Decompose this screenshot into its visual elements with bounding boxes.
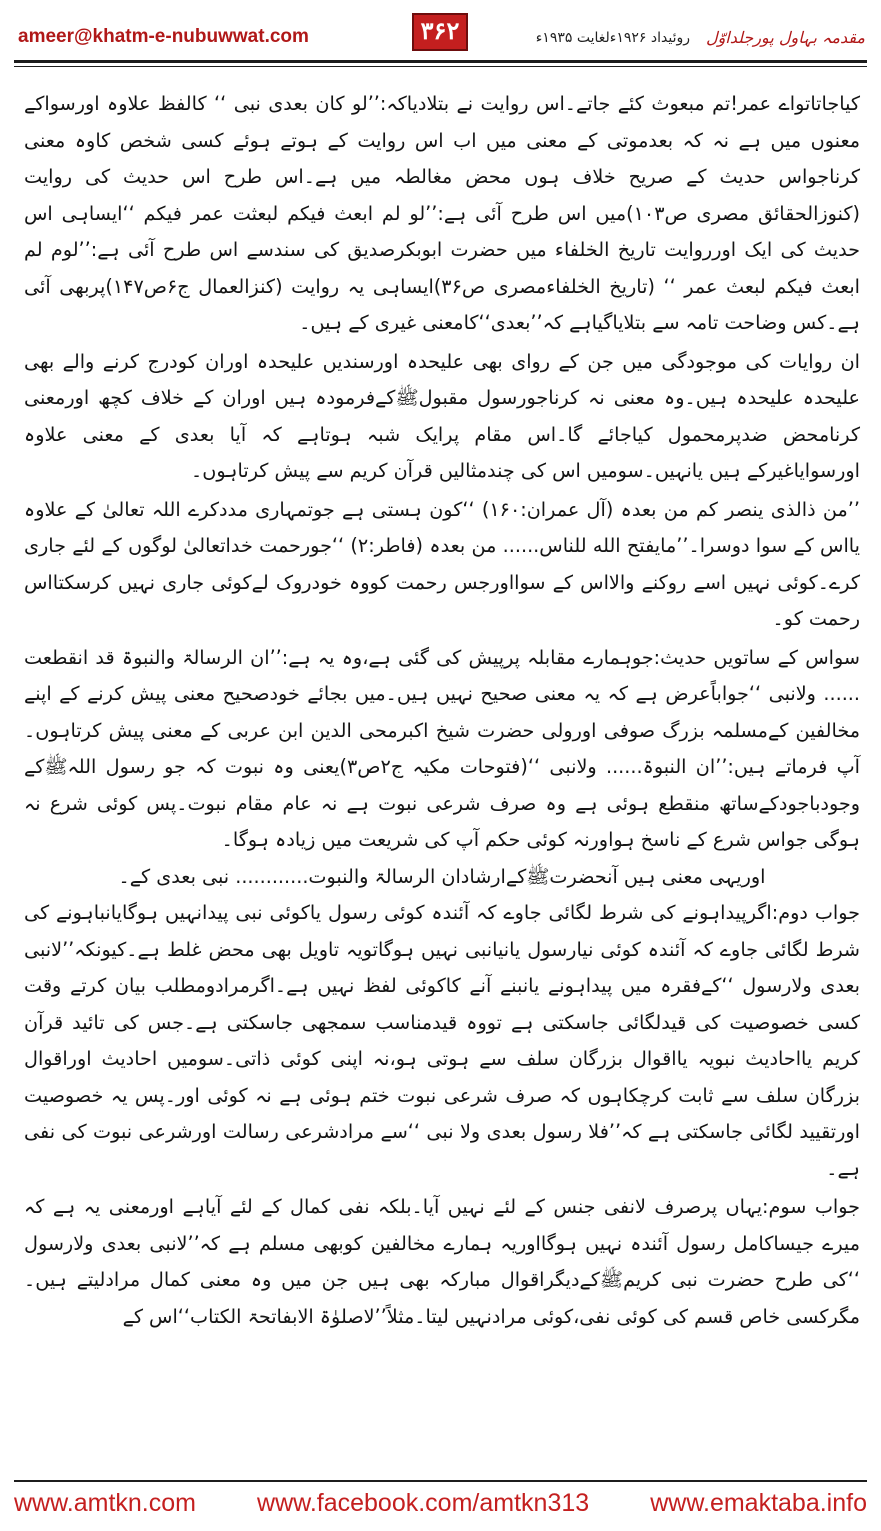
header-date-range: روئیداد ۱۹۲۶ءلغایت ۱۹۳۵ء	[535, 30, 690, 46]
header-email[interactable]: ameer@khatm-e-nubuwwat.com	[18, 26, 309, 47]
centered-line: اوریہی معنی ہیں آنحضرتﷺکےارشادان الرسالۃ والنبوت............ نبی بعدی کے۔	[118, 864, 766, 888]
footer-link-facebook[interactable]: www.facebook.com/amtkn313	[257, 1488, 590, 1517]
header-rule-thin	[14, 66, 867, 67]
page-body	[24, 86, 860, 1335]
footer-links	[14, 1484, 867, 1522]
answer-paragraph: جواب دوم:اگرپیداہونے کی شرط لگائی جاوے کہ آئندہ کوئی رسول یاکوئی نبی پیدانہیں ہوگایانباہونے کی شرط لگائی جاوے کہ آئندہ کوئی نیارسول یانیانبی نہیں ہوگاتویہ تاویل بھی محض غلط ہے۔کیونکہ’’لانبی بعدی ولارسول ‘‘کےفقرہ میں پیداہونے یانبنے آنے کاکوئی لفظ نہیں ہے۔اگرمرادومطلب بیان کرتے وقت کسی خصوصیت کی قیدلگائی جاسکتی ہے تووہ قیدمناسب سمجھی جاسکتی ہے۔جس کی تائید قرآن کریم یااحادیث نبویہ یااقوال بزرگان سلف سے ہوتی ہو،نہ اپنی کوئی ذاتی۔سومیں احادیث اوراقوال بزرگان سلف سے ثابت کرچکاہوں کہ صرف شرعی نبوت ختم ہوئی ہے نہ کوئی اور۔پس یہ خصوصیت اورتقیید لگائی جاسکتی ہے کہ’’فلا رسول بعدی ولا نبی ‘‘سے مرادشرعی رسالت اورشرعی نبوت کی نفی ہے۔	[24, 901, 860, 1180]
footer-link-amtkn[interactable]: www.amtkn.com	[14, 1488, 196, 1517]
footer-rule	[14, 1480, 867, 1482]
footer-link-emaktaba[interactable]: www.emaktaba.info	[650, 1488, 867, 1517]
header-rule-thick	[14, 60, 867, 63]
answer-paragraph: جواب سوم:یہاں پرصرف لانفی جنس کے لئے نہیں آیا۔بلکہ نفی کمال کے لئے آیاہے اورمعنی یہ ہے کہ میرے جیساکامل رسول آئندہ نہیں ہوگااوریہ ہمارے مخالفین کوبھی مسلم ہے کہ’’لانبی بعدی ولارسول ‘‘کی طرح حضرت نبی کریمﷺکےدیگراقوال مبارکہ بھی ہیں جن میں وہ معنی کمال مرادلیتے ہیں۔مگرکسی خاص قسم کی کوئی نفی،کوئی مرادنہیں لیتا۔مثلاً’’لاصلوٰۃ الابفاتحۃ الکتاب‘‘اس کے	[24, 1195, 860, 1328]
page-header	[0, 0, 881, 72]
paragraph: سواس کے ساتویں حدیث:جوہمارے مقابلہ پرپیش کی گئی ہے،وہ یہ ہے:’’ان الرسالۃ والنبوۃ قد انقطعت ...... ولانبی ‘‘جواباًعرض ہے کہ یہ معنی صحیح نہیں ہیں۔میں بجائے خودصحیح معنی پیش کرنے کے اپنے مخالفین کےمسلمہ بزرگ صوفی اورولی حضرت شیخ اکبرمحی الدین ابن عربی کے معنی پیش کرتاہوں۔آپ فرماتے ہیں:’’ان النبوۃ...... ولانبی ‘‘(فتوحات مکیہ ج۲ص۳)یعنی وہ نبوت کہ جو رسول اللہﷺکے وجودباجودکےساتھ منقطع ہوئی ہے وہ صرف شرعی نبوت ہے نہ عام مقام نبوت۔پس کوئی شرع نہ ہوگی جواس شرع کے ناسخ ہواورنہ کوئی حکم آپ کی شریعت میں زیادہ ہوگا۔	[24, 645, 860, 851]
paragraph: کیاجاتاتواے عمر!تم مبعوث کئے جاتے۔اس روایت نے بتلادیاکہ:’’لو کان بعدی نبی ‘‘ کالفظ علاوہ اورسواکے معنوں میں ہے نہ کہ بعدموتی کے معنی میں اب اس روایت کے ہوتے ہوئے کسی شخص کاوہ معنی کرناجواس حدیث کے صریح خلاف ہوں محض مغالطہ میں ہے۔اس طرح اس حدیث کی روایت (کنوزالحقائق مصری ص۱۰۳)میں اس طرح آئی ہے:’’لو لم ابعث فیکم لبعثت عمر فیکم ‘‘ایساہی اس حدیث کی ایک اورروایت تاریخ الخلفاء میں حضرت ابوبکرصدیق کی سندسے اس طرح آئی ہے:’’لوم لم ابعث فیکم لبعث عمر ‘‘ (تاریخ الخلفاءمصری ص۳۶)ایساہی یہ روایت (کنزالعمال ج۶ص۱۴۷)پربھی آئی ہے۔کس وضاحت تامہ سے بتلایاگیاہے کہ’’بعدی‘‘کامعنی غیری کے ہیں۔	[24, 92, 860, 334]
paragraph: ’’من ذالذی ینصر کم من بعدہ (آل عمران:۱۶۰) ‘‘کون ہستی ہے جوتمہاری مددکرے اللہ تعالیٰ کے علاوہ یااس کے سوا دوسرا۔’’مایفتح الله للناس...... من بعدہ (فاطر:۲) ‘‘جورحمت خداتعالیٰ لوگوں کے لئے جاری کرے۔کوئی نہیں اسے روکنے والااس کے سوااورجس رحمت کووہ خودروک لےکوئی جاری نہیں کرسکتااس رحمت کو۔	[24, 497, 860, 630]
page-number-badge: ۳۶۲	[412, 13, 468, 51]
paragraph: ان روایات کی موجودگی میں جن کے روای بھی علیحدہ اورسندیں علیحدہ اوران کودرج کرنے والے بھی علیحدہ علیحدہ ہیں۔وہ معنی نہ کرناجورسول مقبولﷺکےفرمودہ ہیں اوران کے خلاف کچھ اورمعنی کرنامحض ضدپرمحمول کیاجائے گا۔اس مقام پرایک شبہ ہوتاہے کہ آیا بعدی کے معنی علاوہ اورسوایاغیرکے ہیں یانہیں۔سومیں اس کی چندمثالیں قرآن کریم سے پیش کرتاہوں۔	[24, 349, 860, 482]
header-book-title: مقدمہ بہاول پورجلداوّل	[705, 28, 865, 47]
page-footer	[0, 1470, 881, 1531]
